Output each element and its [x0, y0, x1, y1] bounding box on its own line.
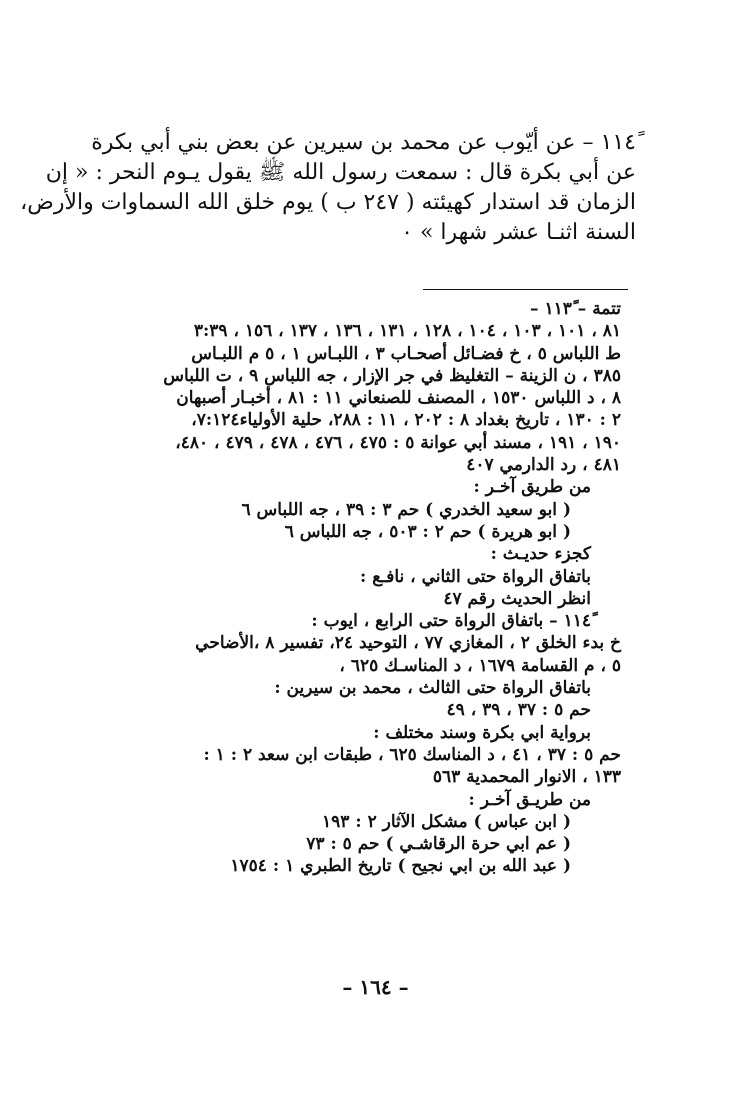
footnote-divider — [423, 289, 628, 290]
footnote-line: ( ابن عباس ) مشكل الآثار ٢ : ١٩٣ — [322, 811, 571, 832]
footnote-line: حم ٥ : ٣٧ ، ٤١ ، د المناسك ٦٢٥ ، طبقات ابن سعد ٢ : ١ : — [203, 744, 621, 765]
footnote-line: من طريـق آخـر : — [468, 789, 591, 810]
footnote-line: باتفاق الرواة حتى الثاني ، نافـع : — [360, 566, 591, 587]
hadith-line: السنة اثنـا عشر شهرا » ٠ — [401, 220, 636, 245]
footnote-line: ( ابو سعيد الخدري ) حم ٣ : ٣٩ ، جه اللباس ٦ — [241, 499, 571, 520]
hadith-line: عن أبي بكرة قال : سمعت رسول الله ﷺ يقول يـوم النحر : « إن — [45, 160, 636, 185]
footnote-line: ٨١ ، ١٠١ ، ١٠٣ ، ١٠٤ ، ١٢٨ ، ١٣١ ، ١٣٦ ، ١٣٧ ، ١٥٦ ، ٣:٣٩ — [193, 321, 621, 342]
footnote-line: ( عم ابي حرة الرقاشـي ) حم ٥ : ٧٣ — [306, 834, 571, 855]
footnote-line: ٣٨٥ ، ن الزينة – التغليظ في جر الإزار ، جه اللباس ٩ ، ت اللباس — [163, 365, 621, 386]
page-number: – ١٦٤ – — [342, 975, 409, 999]
hadith-line: الزمان قد استدار كهيئته ( ٢٤٧ ب ) يوم خلق الله السماوات والأرض، — [20, 190, 636, 215]
footnote-line: ٨ ، د اللباس ١٥٣٠ ، المصنف للصنعاني ١١ : ٨١ ، أخبـار أصبهان — [176, 388, 621, 409]
footnote-line: كجزء حديـث : — [490, 544, 591, 565]
footnote-line: خ بدء الخلق ٢ ، المغازي ٧٧ ، التوحيد ٢٤، تفسير ٨ ،الأضاحي — [195, 633, 621, 654]
footnote-line: من طريق آخـر : — [473, 477, 591, 498]
footnote-line: ( عبد الله بن ابي نجيح ) تاريخ الطبري ١ : ١٧٥٤ — [230, 856, 571, 877]
footnote-line: ٤٨١ ، رد الدارمي ٤٠٧ — [466, 455, 621, 476]
footnote-line: تتمة – ١١٣ً – — [530, 299, 621, 319]
footnote-line: ٥ ، م القسامة ١٦٧٩ ، د المناسـك ٦٢٥ ، — [339, 655, 621, 676]
hadith-text — [20, 128, 636, 248]
footnote-line: برواية ابي بكرة وسند مختلف : — [373, 722, 591, 743]
footnote-line: ١١٤ً – باتفاق الرواة حتى الرابع ، ايوب : — [311, 611, 591, 632]
footnote-line: ( ابو هريرة ) حم ٢ : ٥٠٣ ، جه اللباس ٦ — [284, 521, 571, 542]
footnote-line: انظر الحديث رقم ٤٧ — [443, 588, 591, 609]
footnote-line: ٢ : ١٣٠ ، تاريخ بغداد ٨ : ٢٠٢ ، ١١ : ٢٨٨، حلية الأولياء٧:١٢٤، — [191, 410, 621, 431]
footnote-line: ط اللباس ٥ ، خ فضـائل أصحـاب ٣ ، اللبـاس ١ ، ٥ م اللبـاس — [191, 343, 621, 364]
hadith-line: ١١٤ً – عن أيّوب عن محمد بن سيرين عن بعض بني أبي بكرة — [91, 130, 636, 155]
footnote-line: باتفاق الرواة حتى الثالث ، محمد بن سيرين : — [274, 678, 591, 699]
footnote-line: ١٣٣ ، الانوار المحمدية ٥٦٣ — [432, 767, 621, 788]
footnote-line: ١٩٠ ، ١٩١ ، مسند أبي عوانة ٥ : ٤٧٥ ، ٤٧٦ ، ٤٧٨ ، ٤٧٩ ، ٤٨٠، — [175, 432, 621, 453]
footnotes — [121, 298, 621, 878]
footnote-line: حم ٥ : ٣٧ ، ٣٩ ، ٤٩ — [446, 700, 591, 721]
